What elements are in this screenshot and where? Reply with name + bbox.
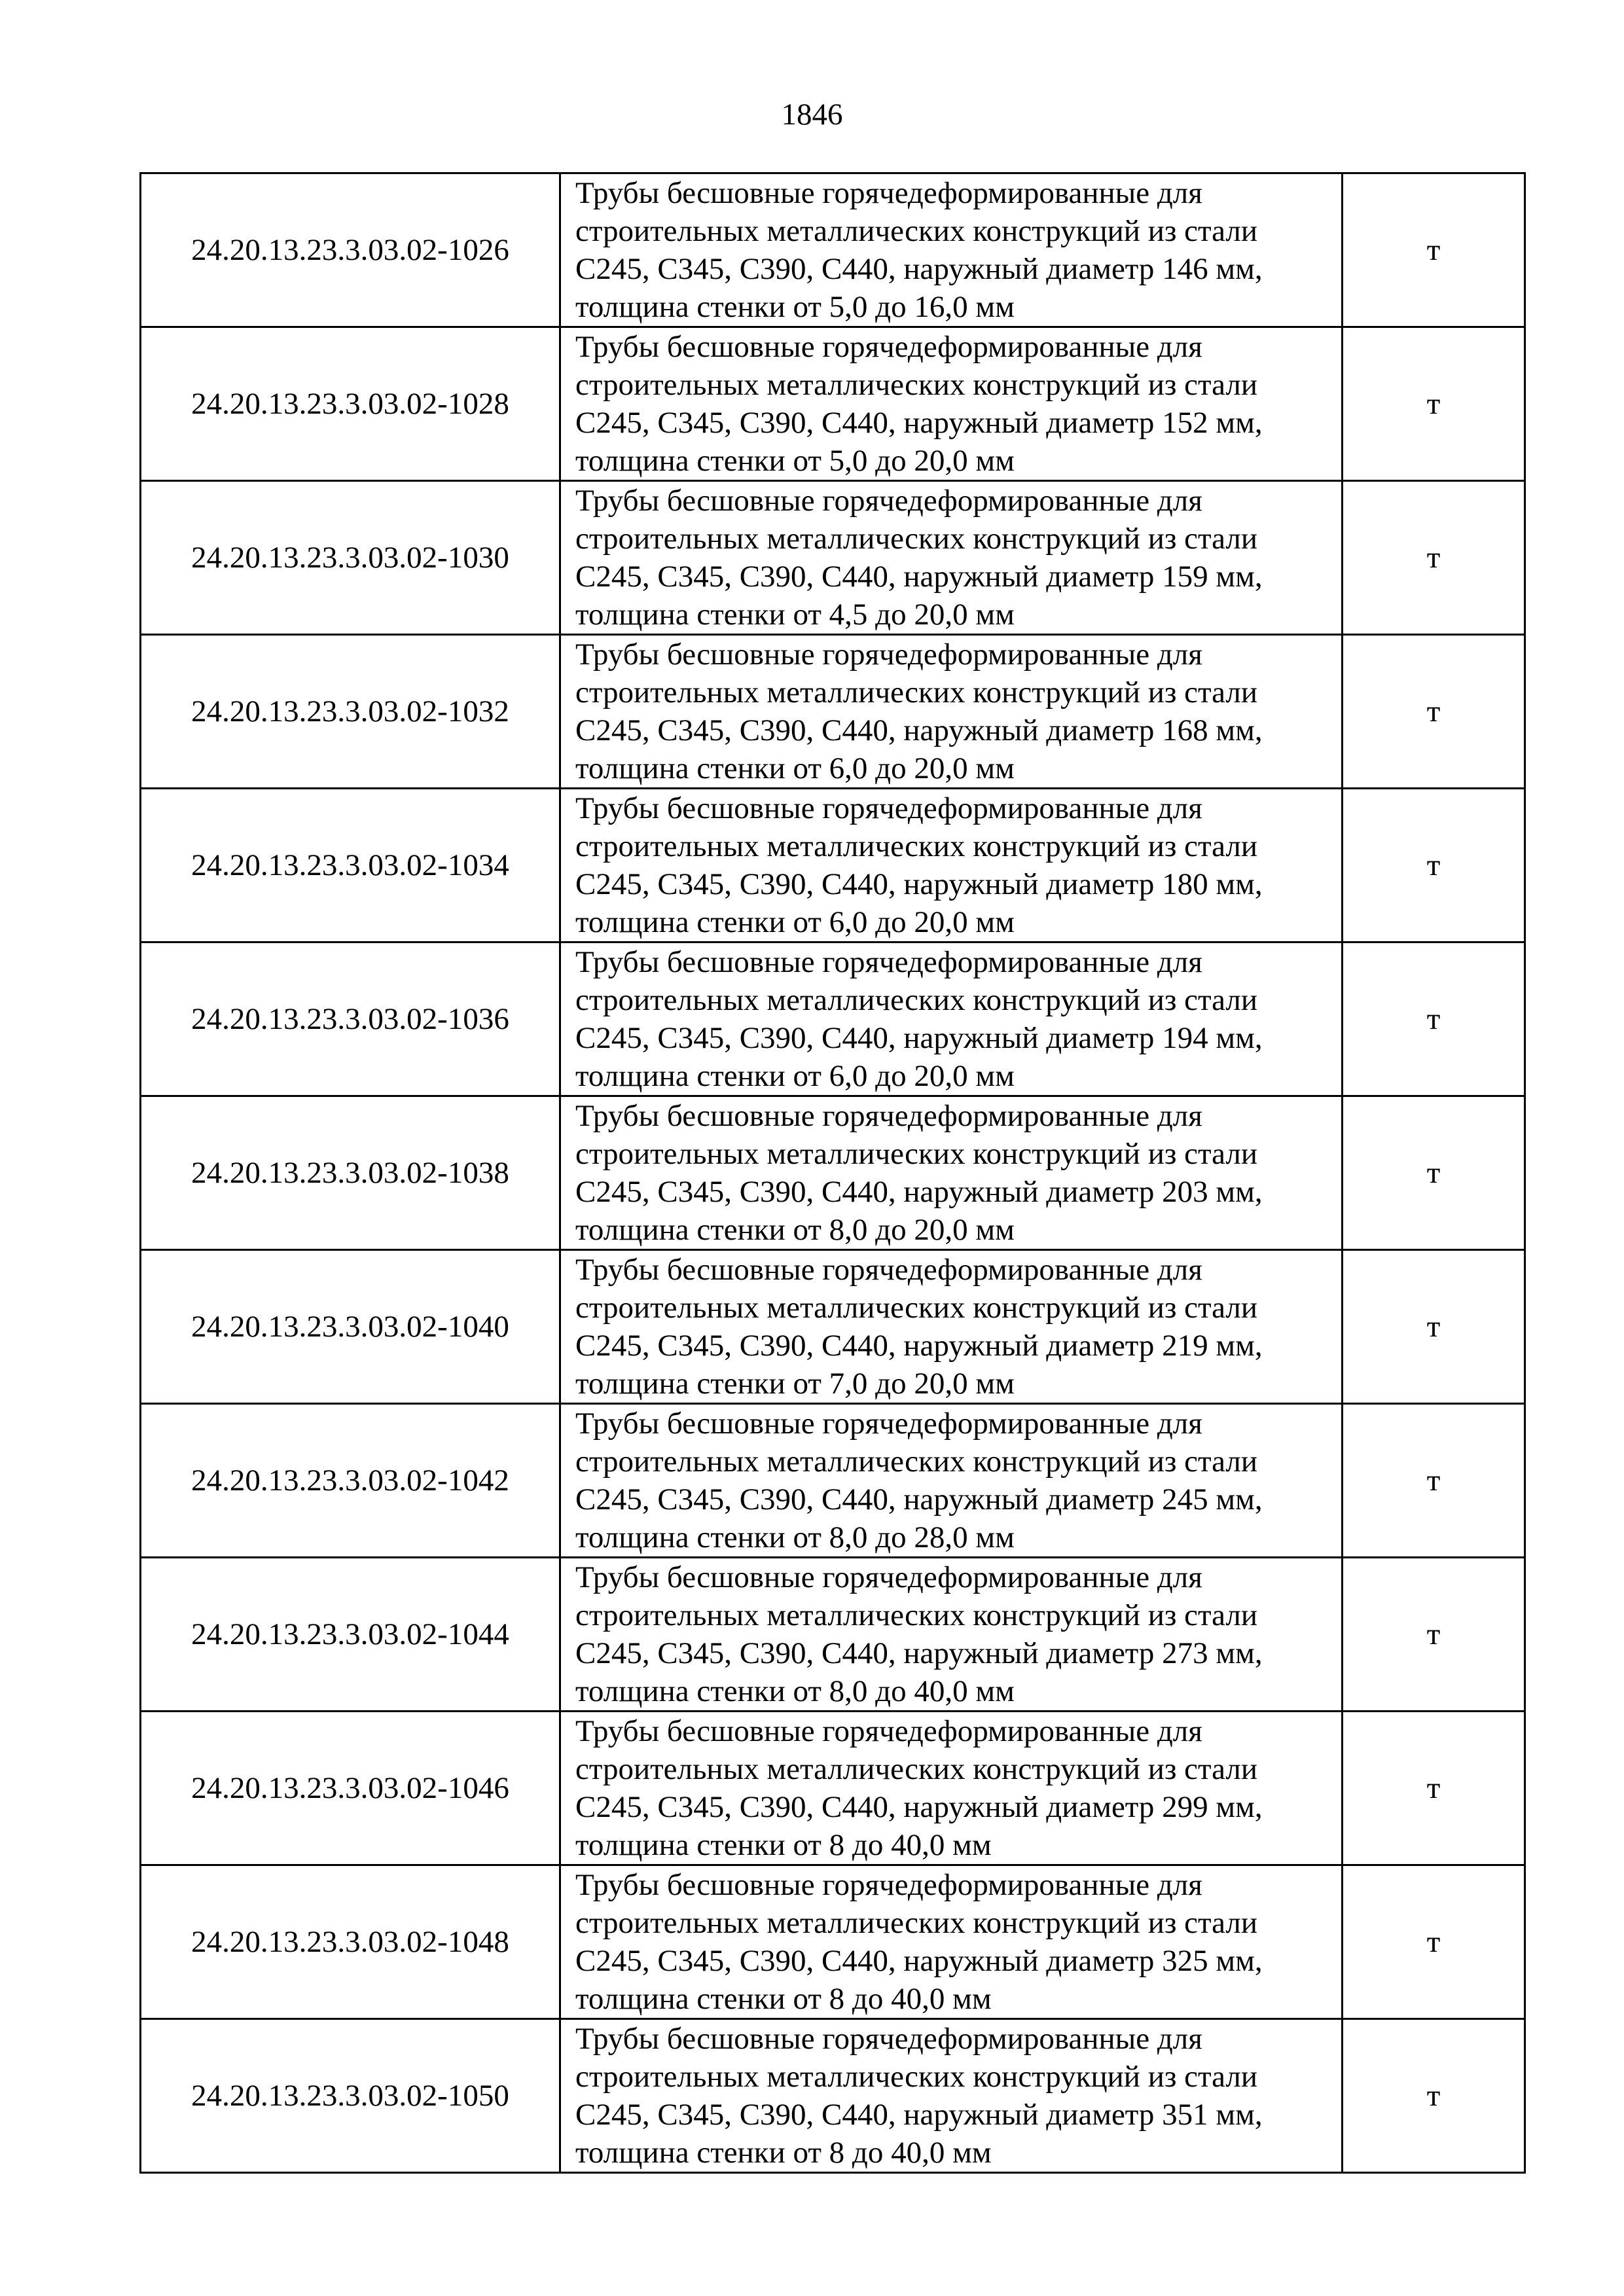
item-code: 24.20.13.23.3.03.02-1040	[141, 1250, 560, 1404]
items-table	[139, 172, 1526, 2174]
table-row	[141, 1250, 1525, 1404]
item-code: 24.20.13.23.3.03.02-1032	[141, 635, 560, 789]
table-row	[141, 1865, 1525, 2019]
item-description: Трубы бесшовные горячедеформированные для строительных металлических конструкций из стали С245, С345, С390, С440, наружный диаметр 245 мм, толщина стенки от 8,0 до 28,0 мм	[560, 1404, 1343, 1558]
item-unit: т	[1343, 635, 1525, 789]
item-code: 24.20.13.23.3.03.02-1044	[141, 1558, 560, 1712]
item-unit: т	[1343, 789, 1525, 942]
item-code: 24.20.13.23.3.03.02-1046	[141, 1712, 560, 1865]
item-code: 24.20.13.23.3.03.02-1048	[141, 1865, 560, 2019]
item-description: Трубы бесшовные горячедеформированные для строительных металлических конструкций из стали С245, С345, С390, С440, наружный диаметр 219 мм, толщина стенки от 7,0 до 20,0 мм	[560, 1250, 1343, 1404]
table-row	[141, 789, 1525, 942]
item-description: Трубы бесшовные горячедеформированные для строительных металлических конструкций из стали С245, С345, С390, С440, наружный диаметр 194 мм, толщина стенки от 6,0 до 20,0 мм	[560, 942, 1343, 1096]
table-row	[141, 1712, 1525, 1865]
items-table-body	[141, 173, 1525, 2173]
item-description: Трубы бесшовные горячедеформированные для строительных металлических конструкций из стали С245, С345, С390, С440, наружный диаметр 273 мм, толщина стенки от 8,0 до 40,0 мм	[560, 1558, 1343, 1712]
table-row	[141, 635, 1525, 789]
item-code: 24.20.13.23.3.03.02-1030	[141, 481, 560, 635]
item-unit: т	[1343, 481, 1525, 635]
table-row	[141, 173, 1525, 327]
table-row	[141, 1404, 1525, 1558]
table-row	[141, 481, 1525, 635]
item-description: Трубы бесшовные горячедеформированные для строительных металлических конструкций из стали С245, С345, С390, С440, наружный диаметр 152 мм, толщина стенки от 5,0 до 20,0 мм	[560, 327, 1343, 481]
item-description: Трубы бесшовные горячедеформированные для строительных металлических конструкций из стали С245, С345, С390, С440, наружный диаметр 351 мм, толщина стенки от 8 до 40,0 мм	[560, 2019, 1343, 2173]
item-description: Трубы бесшовные горячедеформированные для строительных металлических конструкций из стали С245, С345, С390, С440, наружный диаметр 299 мм, толщина стенки от 8 до 40,0 мм	[560, 1712, 1343, 1865]
item-description: Трубы бесшовные горячедеформированные для строительных металлических конструкций из стали С245, С345, С390, С440, наружный диаметр 180 мм, толщина стенки от 6,0 до 20,0 мм	[560, 789, 1343, 942]
item-unit: т	[1343, 1558, 1525, 1712]
item-code: 24.20.13.23.3.03.02-1026	[141, 173, 560, 327]
item-unit: т	[1343, 1404, 1525, 1558]
item-unit: т	[1343, 1250, 1525, 1404]
item-unit: т	[1343, 327, 1525, 481]
item-code: 24.20.13.23.3.03.02-1038	[141, 1096, 560, 1250]
item-code: 24.20.13.23.3.03.02-1034	[141, 789, 560, 942]
item-description: Трубы бесшовные горячедеформированные для строительных металлических конструкций из стали С245, С345, С390, С440, наружный диаметр 203 мм, толщина стенки от 8,0 до 20,0 мм	[560, 1096, 1343, 1250]
item-description: Трубы бесшовные горячедеформированные для строительных металлических конструкций из стали С245, С345, С390, С440, наружный диаметр 146 мм, толщина стенки от 5,0 до 16,0 мм	[560, 173, 1343, 327]
item-code: 24.20.13.23.3.03.02-1042	[141, 1404, 560, 1558]
table-row	[141, 942, 1525, 1096]
table-row	[141, 1096, 1525, 1250]
item-unit: т	[1343, 1096, 1525, 1250]
item-description: Трубы бесшовные горячедеформированные для строительных металлических конструкций из стали С245, С345, С390, С440, наружный диаметр 325 мм, толщина стенки от 8 до 40,0 мм	[560, 1865, 1343, 2019]
table-row	[141, 1558, 1525, 1712]
item-code: 24.20.13.23.3.03.02-1050	[141, 2019, 560, 2173]
page-number: 1846	[781, 98, 843, 132]
item-unit: т	[1343, 173, 1525, 327]
item-unit: т	[1343, 1712, 1525, 1865]
item-unit: т	[1343, 942, 1525, 1096]
item-description: Трубы бесшовные горячедеформированные для строительных металлических конструкций из стали С245, С345, С390, С440, наружный диаметр 168 мм, толщина стенки от 6,0 до 20,0 мм	[560, 635, 1343, 789]
item-unit: т	[1343, 2019, 1525, 2173]
item-unit: т	[1343, 1865, 1525, 2019]
table-row	[141, 2019, 1525, 2173]
item-code: 24.20.13.23.3.03.02-1028	[141, 327, 560, 481]
item-code: 24.20.13.23.3.03.02-1036	[141, 942, 560, 1096]
table-row	[141, 327, 1525, 481]
item-description: Трубы бесшовные горячедеформированные для строительных металлических конструкций из стали С245, С345, С390, С440, наружный диаметр 159 мм, толщина стенки от 4,5 до 20,0 мм	[560, 481, 1343, 635]
